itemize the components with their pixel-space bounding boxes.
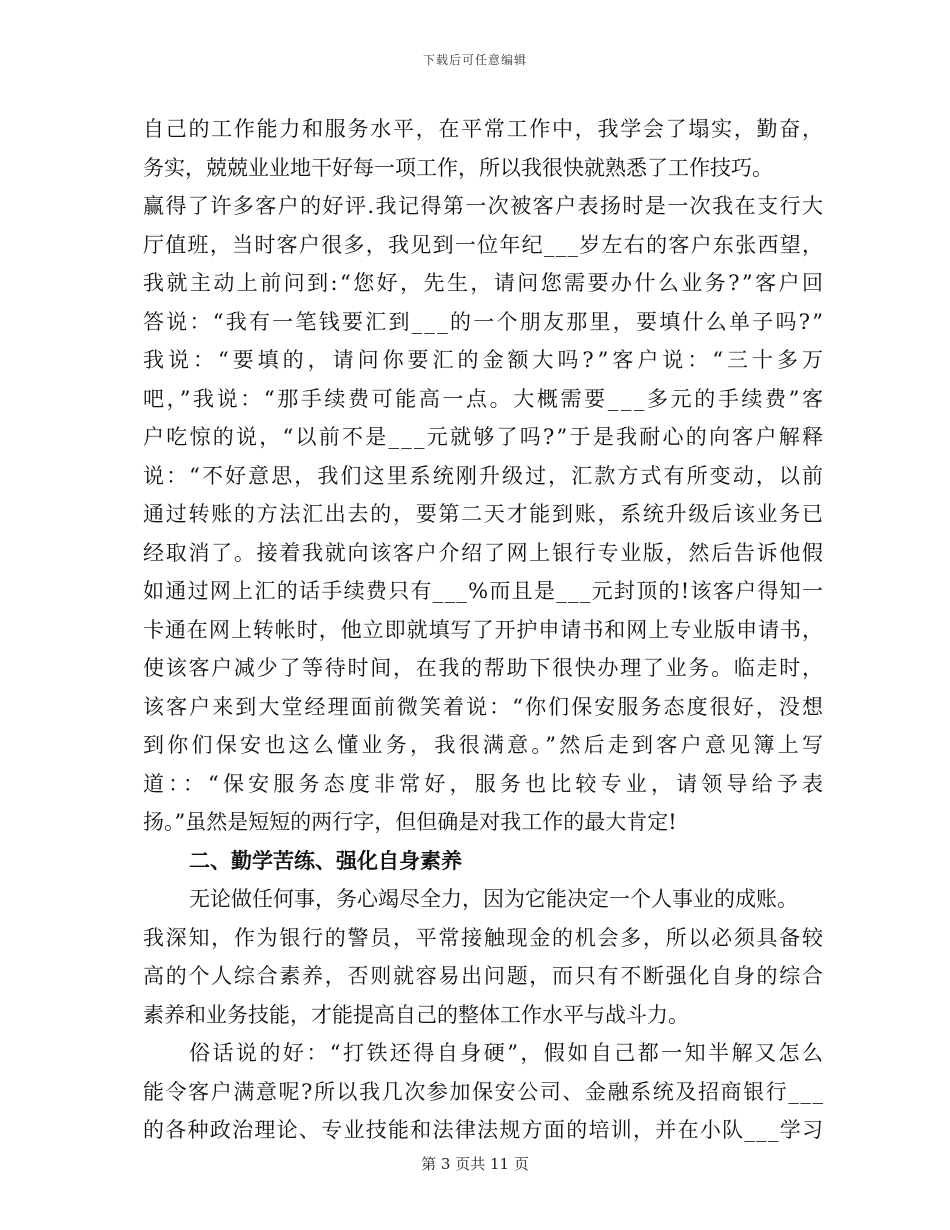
paragraph-line: 答说：“我有一笔钱要汇到___的一个朋友那里，要填什么单子吗?” <box>143 309 826 334</box>
paragraph-line: 卡通在网上转帐时，他立即就填写了开护申请书和网上专业版申请书， <box>143 617 824 642</box>
paragraph-line: 高的个人综合素养，否则就容易出问题，而只有不断强化自身的综合 <box>143 964 825 988</box>
paragraph-line: 能令客户满意呢?所以我几次参加保安公司、金融系统及招商银行___ <box>143 1079 825 1104</box>
paragraph-line: 我说：“要填的，请问你要汇的金额大吗?”客户说：“三十多万 <box>143 348 827 372</box>
paragraph-line: 扬。”虽然是短短的两行字，但但确是对我工作的最大肯定! <box>143 810 677 834</box>
paragraph-line: 的各种政治理论、专业技能和法律法规方面的培训，并在小队___学习 <box>143 1118 825 1142</box>
paragraph-line: 到你们保安也这么懂业务，我很满意。”然后走到客户意见簿上写 <box>143 733 827 757</box>
paragraph-line: 吧，”我说：“那手续费可能高一点。大概需要___多元的手续费”客 <box>143 386 826 411</box>
paragraph-line: 我深知，作为银行的警员，平常接触现金的机会多，所以必须具备较 <box>143 925 825 950</box>
paragraph-line: 说：“不好意思，我们这里系统刚升级过，汇款方式有所变动，以前 <box>143 463 826 488</box>
paragraph-line: 自己的工作能力和服务水平，在平常工作中，我学会了塌实，勤奋， <box>143 117 825 141</box>
section-heading: 二、勤学苦练、强化自身素养 <box>189 847 462 873</box>
paragraph-line: 厅值班，当时客户很多，我见到一位年纪___岁左右的客户东张西望， <box>143 232 825 257</box>
paragraph-line: 使该客户减少了等待时间，在我的帮助下很快办理了业务。临走时， <box>143 656 825 680</box>
paragraph-line: 素养和业务技能，才能提高自己的整体工作水平与战斗力。 <box>143 1002 689 1027</box>
paragraph-line: 如通过网上汇的话手续费只有___%而且是___元封顶的!该客户得知一 <box>143 579 825 603</box>
paragraph-line: 俗话说的好：“打铁还得自身硬”，假如自己都一知半解又怎么 <box>189 1041 826 1065</box>
page-header: 下载后可任意编辑 <box>422 53 527 67</box>
paragraph-line: 我就主动上前问到:“您好，先生，请问您需要办什么业务?”客户回 <box>143 271 826 295</box>
paragraph-line: 户吃惊的说，“以前不是___元就够了吗?”于是我耐心的向客户解释 <box>143 425 826 449</box>
paragraph-line: 务实，兢兢业业地干好每一项工作，所以我很快就熟悉了工作技巧。 <box>143 155 773 180</box>
paragraph-line: 经取消了。接着我就向该客户介绍了网上银行专业版，然后告诉他假 <box>143 540 825 565</box>
page-number-footer: 第 3 页共 11 页 <box>421 1155 529 1173</box>
paragraph-line: 无论做任何事，务心竭尽全力，因为它能决定一个人事业的成账。 <box>189 887 798 911</box>
paragraph-line: 道：：“保安服务态度非常好，服务也比较专业，请领导给予表 <box>143 771 828 796</box>
document-body <box>143 110 828 1150</box>
paragraph-line: 该客户来到大堂经理面前微笑着说：“你们保安服务态度很好，没想 <box>143 694 826 719</box>
paragraph-line: 通过转账的方法汇出去的，要第二天才能到账，系统升级后该业务已 <box>143 502 825 526</box>
paragraph-line: 赢得了许多客户的好评.我记得第一次被客户表扬时是一次我在支行大 <box>143 194 825 218</box>
